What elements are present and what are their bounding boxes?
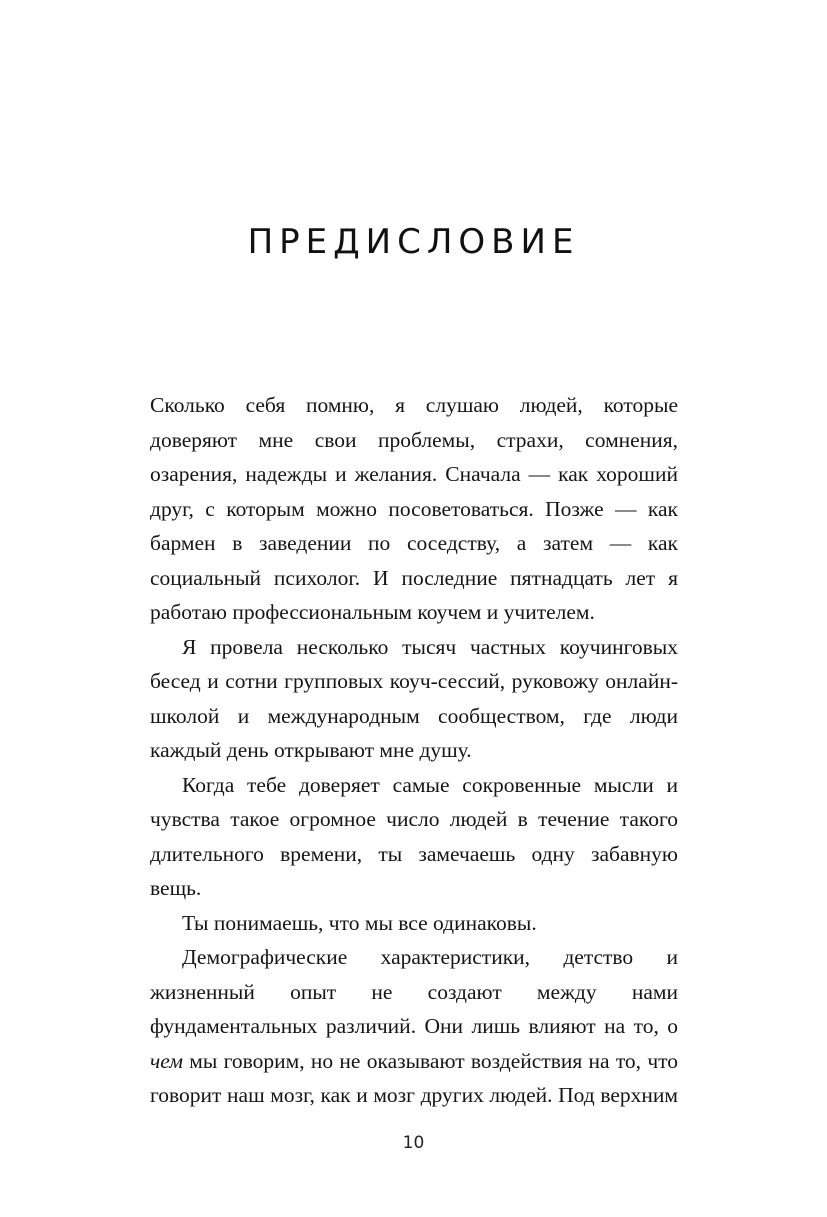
paragraph-5-emphasis: чем [150,1048,183,1073]
paragraph-3-text: Когда тебе доверяет самые сокровенные мысли и чувства такое огромное число людей в течение такого длительного времени, ты замечаешь одну забавную вещь. [150,772,678,900]
chapter-title: ПРЕДИСЛОВИЕ [247,222,580,262]
paragraph-1 [150,388,678,630]
paragraph-4-text: Ты понимаешь, что мы все одинаковы. [182,910,537,935]
paragraph-3 [150,768,678,906]
paragraph-5-lead: Демографические характеристики, детство и жизненный опыт не создают между нами фундаментальных различий. Они лишь влияют на то, о [150,945,678,1038]
paragraph-2 [150,630,678,768]
paragraph-5 [150,940,678,1113]
paragraph-1-text: Сколько себя помню, я слушаю людей, которые доверяют мне свои проблемы, страхи, сомнения, озарения, надежды и желания. Сначала — как хороший друг, с которым можно посоветоваться. Позже — как бармен в заведении по соседству, а затем — как социальный психолог. И последние пятнадцать лет я работаю профессиональным коучем и учителем. [150,393,678,624]
paragraph-2-text: Я провела несколько тысяч частных коучинговых бесед и сотни групповых коуч-сессий, руковожу онлайн-школой и международным сообществом, где люди каждый день открывают мне душу. [150,634,678,762]
paragraph-4 [150,906,678,941]
paragraph-5-tail: мы говорим, но не оказывают воздействия на то, что говорит наш мозг, как и мозг других людей. Под верхним [150,1048,678,1107]
page-number: 10 [402,1133,425,1153]
body-text [150,388,678,1113]
